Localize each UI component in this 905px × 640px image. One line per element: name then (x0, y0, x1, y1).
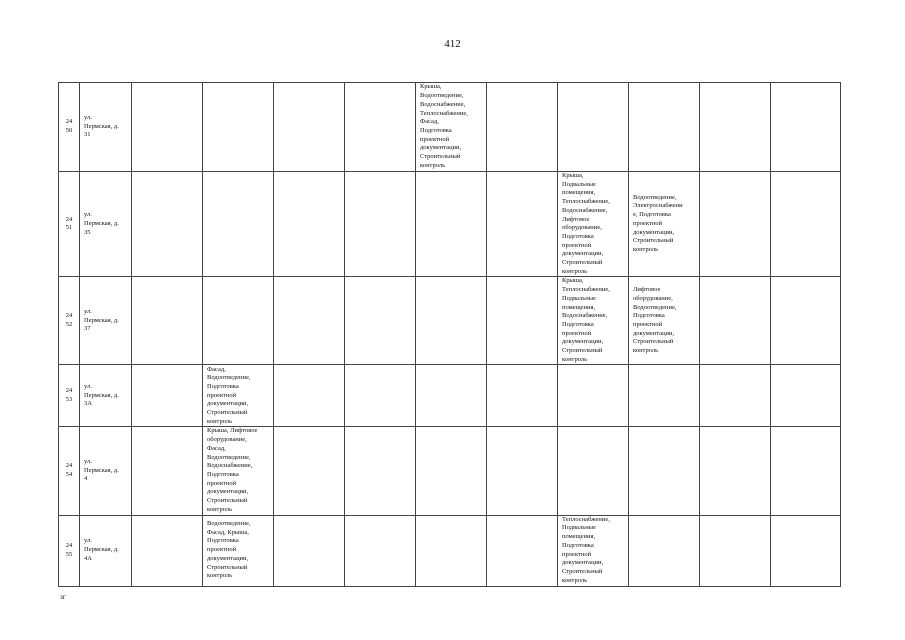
empty-cell (274, 172, 345, 277)
table-row (59, 515, 841, 586)
empty-cell (132, 515, 203, 586)
row-number-part: 24 (65, 387, 73, 395)
work-line: Водоотведение, (633, 193, 677, 201)
footer-mark: зг (60, 593, 66, 601)
work-line: Строительный (207, 497, 248, 505)
works-cell-col7 (416, 365, 487, 427)
work-line: е, Подготовка (633, 211, 671, 219)
empty-cell (487, 365, 558, 427)
work-line: Строительный (633, 237, 674, 245)
works-cell-col9 (558, 172, 629, 277)
work-line: документации, (207, 488, 249, 496)
row-number-part: 24 (65, 541, 73, 549)
empty-cell (700, 172, 771, 277)
work-line: Строительный (420, 153, 461, 161)
work-line: проектной (633, 320, 663, 328)
work-line: помещения, (562, 189, 596, 197)
empty-cell (771, 277, 841, 365)
work-line: Подвальные (562, 294, 596, 302)
address-cell (80, 427, 132, 515)
work-line: Водоотведение, (633, 303, 677, 311)
work-line: документации, (562, 338, 604, 346)
work-line: Подготовка (562, 320, 594, 328)
table-body (59, 83, 841, 587)
page-number: 412 (444, 38, 461, 50)
work-line: Строительный (562, 567, 603, 575)
row-number-part: 50 (65, 127, 73, 134)
address-line: 4 (84, 475, 88, 483)
empty-cell (700, 515, 771, 586)
work-line: Водоснабжение, (207, 462, 253, 470)
work-line: Строительный (633, 338, 674, 346)
works-cell-col9 (558, 515, 629, 586)
address-line: 3А (84, 400, 92, 408)
row-number-cell (59, 83, 80, 172)
empty-cell (487, 83, 558, 172)
work-line: документации, (207, 400, 249, 408)
works-cell-col10 (629, 172, 700, 277)
address-cell (80, 83, 132, 172)
work-line: Водоотведение, (420, 92, 464, 100)
empty-cell (700, 83, 771, 172)
work-line: Строительный (207, 563, 248, 571)
empty-cell (132, 277, 203, 365)
row-number-cell (59, 427, 80, 515)
empty-cell (487, 427, 558, 515)
work-line: Крыша, Лифтовое (207, 427, 258, 435)
row-number-part: 24 (65, 118, 73, 126)
work-line: Водоотведение, (207, 374, 251, 382)
work-line: Лифтовое (562, 215, 590, 223)
works-cell-col9 (558, 83, 629, 172)
works-cell-col4 (203, 83, 274, 172)
empty-cell (274, 83, 345, 172)
works-cell-col4 (203, 427, 274, 515)
works-cell-col10 (629, 515, 700, 586)
work-line: Строительный (207, 409, 248, 417)
empty-cell (345, 277, 416, 365)
row-number-part: 51 (65, 224, 73, 232)
work-line: контроль (562, 267, 588, 275)
work-line: проектной (562, 329, 592, 337)
works-cell-col4 (203, 277, 274, 365)
address-line: Пермская, д. (84, 546, 119, 554)
work-line: Подготовка (562, 541, 594, 549)
work-line: документации, (207, 554, 249, 562)
work-line: проектной (207, 391, 237, 399)
works-cell-col7 (416, 172, 487, 277)
work-line: помещения, (562, 533, 596, 541)
row-number-part: 24 (65, 462, 73, 470)
work-line: документации, (633, 228, 675, 236)
works-cell-col4 (203, 365, 274, 427)
work-line: Строительный (562, 259, 603, 267)
empty-cell (345, 365, 416, 427)
work-line: проектной (207, 479, 237, 487)
empty-cell (771, 172, 841, 277)
works-cell-col7 (416, 427, 487, 515)
empty-cell (345, 427, 416, 515)
work-line: Подготовка (207, 382, 239, 390)
works-cell-col10 (629, 427, 700, 515)
address-line: Пермская, д. (84, 466, 119, 474)
address-line: ул. (84, 211, 92, 219)
empty-cell (487, 277, 558, 365)
work-line: Лифтовое (633, 286, 661, 294)
table-row (59, 172, 841, 277)
work-line: Подвальные (562, 524, 596, 532)
work-line: Подготовка (633, 312, 665, 320)
works-cell-col10 (629, 83, 700, 172)
work-line: контроль (207, 572, 233, 580)
empty-cell (771, 427, 841, 515)
table-row (59, 277, 841, 365)
address-cell (80, 515, 132, 586)
work-line: Электроснабжени (633, 202, 683, 210)
work-line: Фасад, Крыша, (207, 528, 249, 536)
works-cell-col4 (203, 515, 274, 586)
empty-cell (771, 83, 841, 172)
empty-cell (345, 83, 416, 172)
row-number-part: 54 (65, 470, 73, 478)
empty-cell (132, 83, 203, 172)
work-line: документации, (633, 329, 675, 337)
address-line: ул. (84, 537, 92, 545)
row-number-cell (59, 365, 80, 427)
row-number-part: 55 (65, 550, 73, 558)
work-line: проектной (207, 546, 237, 554)
work-line: Крыша, (420, 83, 442, 91)
work-line: Подготовка (562, 232, 594, 240)
works-cell-col7 (416, 277, 487, 365)
work-line: документации, (420, 144, 462, 152)
works-cell-col7 (416, 83, 487, 172)
row-number-cell (59, 172, 80, 277)
work-line: Фасад, (207, 444, 226, 452)
work-line: контроль (562, 355, 588, 363)
address-line: 4А (84, 554, 92, 562)
work-line: Теплоснабжение, (562, 515, 610, 523)
address-line: ул. (84, 113, 92, 121)
address-line: ул. (84, 457, 92, 465)
address-line: 37 (84, 325, 91, 333)
works-cell-col7 (416, 515, 487, 586)
work-line: документации, (562, 250, 604, 258)
work-line: Водоотведение, (207, 453, 251, 461)
empty-cell (700, 427, 771, 515)
work-line: оборудование, (207, 436, 247, 444)
empty-cell (274, 277, 345, 365)
work-line: контроль (420, 161, 446, 169)
empty-cell (487, 172, 558, 277)
work-line: контроль (633, 347, 659, 355)
capital-repair-table (58, 82, 841, 587)
work-line: контроль (633, 245, 659, 253)
work-line: Водоснабжение, (562, 206, 608, 214)
works-cell-col9 (558, 277, 629, 365)
work-line: Теплоснабжение, (420, 109, 468, 117)
empty-cell (487, 515, 558, 586)
work-line: Теплоснабжение, (562, 198, 610, 206)
work-line: проектной (562, 550, 592, 558)
empty-cell (345, 515, 416, 586)
works-cell-col9 (558, 427, 629, 515)
work-line: оборудование, (562, 224, 602, 232)
empty-cell (132, 172, 203, 277)
row-number-part: 24 (65, 312, 73, 320)
work-line: проектной (562, 241, 592, 249)
empty-cell (345, 172, 416, 277)
works-cell-col4 (203, 172, 274, 277)
address-line: Пермская, д. (84, 391, 119, 399)
address-line: 35 (84, 228, 91, 236)
address-cell (80, 365, 132, 427)
works-cell-col9 (558, 365, 629, 427)
work-line: Подвальные (562, 180, 596, 188)
work-line: Крыша, (562, 172, 584, 179)
work-line: Подготовка (207, 470, 239, 478)
address-line: Пермская, д. (84, 316, 119, 324)
work-line: Фасад, (207, 365, 226, 373)
row-number-cell (59, 515, 80, 586)
work-line: контроль (562, 576, 588, 584)
works-cell-col10 (629, 277, 700, 365)
work-line: оборудование, (633, 294, 673, 302)
work-line: Подготовка (420, 127, 452, 134)
row-number-part: 52 (65, 320, 73, 328)
empty-cell (771, 515, 841, 586)
work-line: Подготовка (207, 537, 239, 545)
works-cell-col10 (629, 365, 700, 427)
empty-cell (274, 365, 345, 427)
work-line: Крыша, (562, 277, 584, 285)
empty-cell (771, 365, 841, 427)
address-cell (80, 172, 132, 277)
row-number-part: 24 (65, 215, 73, 223)
row-number-cell (59, 277, 80, 365)
row-number-part: 53 (65, 395, 73, 403)
empty-cell (700, 277, 771, 365)
work-line: контроль (207, 417, 233, 425)
empty-cell (274, 427, 345, 515)
work-line: Теплоснабжение, (562, 286, 610, 294)
address-line: ул. (84, 382, 92, 390)
work-line: Водоотведение, (207, 520, 251, 528)
address-line: Пермская, д. (84, 219, 119, 227)
table-row (59, 365, 841, 427)
empty-cell (132, 427, 203, 515)
table-row (59, 83, 841, 172)
table-row (59, 427, 841, 515)
address-line: 31 (84, 131, 91, 139)
address-cell (80, 277, 132, 365)
work-line: Водоснабжение, (420, 100, 466, 108)
work-line: проектной (420, 135, 450, 143)
work-line: контроль (207, 505, 233, 513)
address-line: Пермская, д. (84, 122, 119, 130)
empty-cell (274, 515, 345, 586)
work-line: документации, (562, 559, 604, 567)
work-line: проектной (633, 219, 663, 227)
work-line: Строительный (562, 347, 603, 355)
address-line: ул. (84, 307, 92, 315)
work-line: помещения, (562, 303, 596, 311)
work-line: Водоснабжение, (562, 312, 608, 320)
empty-cell (700, 365, 771, 427)
empty-cell (132, 365, 203, 427)
work-line: Фасад, (420, 118, 439, 126)
